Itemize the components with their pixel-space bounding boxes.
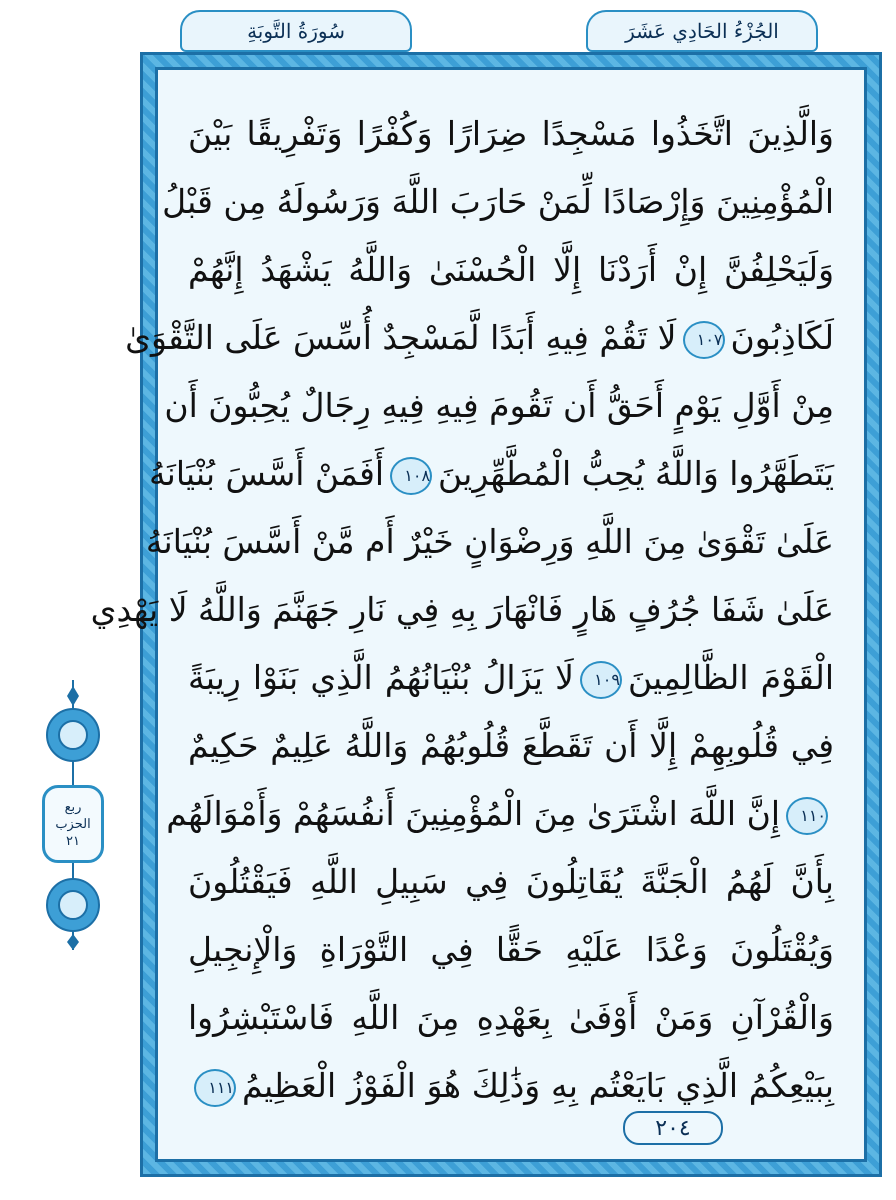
verse-line	[90, 576, 840, 644]
verse-text-continued: أَفَمَنْ أَسَّسَ بُنْيَانَهُ	[148, 454, 385, 493]
juz-name-header	[586, 10, 818, 52]
ayah-number-marker: ١١٠	[786, 797, 828, 835]
ayah-number-marker: ١٠٩	[580, 661, 622, 699]
verse-text: مِنْ أَوَّلِ يَوْمٍ أَحَقُّ أَن تَقُومَ فِيهِ فِيهِ رِجَالٌ يُحِبُّونَ أَن	[164, 386, 834, 425]
juz-name-label: الجُزْءُ الحَادِي عَشَرَ	[625, 19, 779, 43]
verse-line	[182, 644, 840, 712]
verse-line	[182, 848, 840, 916]
verse-line	[145, 508, 840, 576]
verse-text: الْقَوْمَ الظَّالِمِينَ	[627, 658, 835, 697]
verse-text: وَالَّذِينَ اتَّخَذُوا مَسْجِدًا ضِرَارًا وَكُفْرًا وَتَفْرِيقًا بَيْنَ	[188, 114, 834, 153]
verse-text: بِبَيْعِكُمُ الَّذِي بَايَعْتُم بِهِ وَذَٰلِكَ هُوَ الْفَوْزُ الْعَظِيمُ	[242, 1066, 834, 1105]
verse-text: وَيُقْتَلُونَ وَعْدًا عَلَيْهِ حَقًّا فِي التَّوْرَاةِ وَالْإِنجِيلِ	[188, 930, 834, 969]
verse-text: يَتَطَهَّرُوا وَاللَّهُ يُحِبُّ الْمُطَّهِّرِينَ	[438, 454, 834, 493]
verse-text-continued: لَا يَزَالُ بُنْيَانُهُمُ الَّذِي بَنَوْا رِيبَةً	[188, 658, 574, 697]
hizb-quarter-medallion	[42, 785, 104, 863]
verse-text-continued: لَا تَقُمْ فِيهِ أَبَدًا لَّمَسْجِدٌ أُسِّسَ عَلَى التَّقْوَىٰ	[125, 318, 677, 357]
verse-line	[162, 168, 840, 236]
verse-text: عَلَىٰ شَفَا جُرُفٍ هَارٍ فَانْهَارَ بِهِ فِي نَارِ جَهَنَّمَ وَاللَّهُ لَا يَهْدِي	[90, 590, 834, 629]
ayah-number-marker: ١٠٨	[390, 457, 432, 495]
surah-name-header	[180, 10, 412, 52]
verse-line	[182, 984, 840, 1052]
page-frame	[90, 52, 882, 1177]
text-panel	[90, 67, 867, 1162]
verse-line	[148, 440, 840, 508]
page-number-badge	[623, 1111, 723, 1145]
verse-text-continued: إِنَّ اللَّهَ اشْتَرَىٰ مِنَ الْمُؤْمِنِينَ أَنفُسَهُمْ وَأَمْوَالَهُم	[166, 794, 780, 833]
verse-text: الْمُؤْمِنِينَ وَإِرْصَادًا لِّمَنْ حَارَبَ اللَّهَ وَرَسُولَهُ مِن قَبْلُ	[162, 182, 834, 221]
verse-text: وَلَيَحْلِفُنَّ إِنْ أَرَدْنَا إِلَّا الْحُسْنَىٰ وَاللَّهُ يَشْهَدُ إِنَّهُمْ	[188, 250, 834, 289]
quran-text-area	[90, 100, 840, 1117]
hizb-quarter-ornament	[38, 680, 108, 950]
verse-line	[164, 372, 840, 440]
verse-text: فِي قُلُوبِهِمْ إِلَّا أَن تَقَطَّعَ قُلُوبُهُمْ وَاللَّهُ عَلِيمٌ حَكِيمٌ	[188, 726, 834, 765]
surah-name-label: سُورَةُ التَّوبَةِ	[247, 19, 345, 43]
verse-line	[182, 100, 840, 168]
hizb-word: الحزب	[55, 816, 91, 832]
hizb-number: ٢١	[66, 833, 80, 849]
verse-line	[182, 1052, 840, 1120]
verse-line	[166, 780, 840, 848]
verse-text: عَلَىٰ تَقْوَىٰ مِنَ اللَّهِ وَرِضْوَانٍ خَيْرٌ أَم مَّنْ أَسَّسَ بُنْيَانَهُ	[145, 522, 834, 561]
verse-line	[125, 304, 840, 372]
verse-text: وَالْقُرْآنِ وَمَنْ أَوْفَىٰ بِعَهْدِهِ مِنَ اللَّهِ فَاسْتَبْشِرُوا	[188, 998, 834, 1037]
verse-text: لَكَاذِبُونَ	[730, 318, 834, 357]
ayah-number-marker: ١٠٧	[683, 321, 725, 359]
page-number: ٢٠٤	[655, 1115, 691, 1141]
hizb-quarter-word: ربع	[64, 799, 82, 815]
verse-line	[182, 916, 840, 984]
ayah-number-marker: ١١١	[194, 1069, 236, 1107]
verse-line	[182, 236, 840, 304]
verse-line	[182, 712, 840, 780]
verse-text: بِأَنَّ لَهُمُ الْجَنَّةَ يُقَاتِلُونَ فِي سَبِيلِ اللَّهِ فَيَقْتُلُونَ	[188, 862, 834, 901]
